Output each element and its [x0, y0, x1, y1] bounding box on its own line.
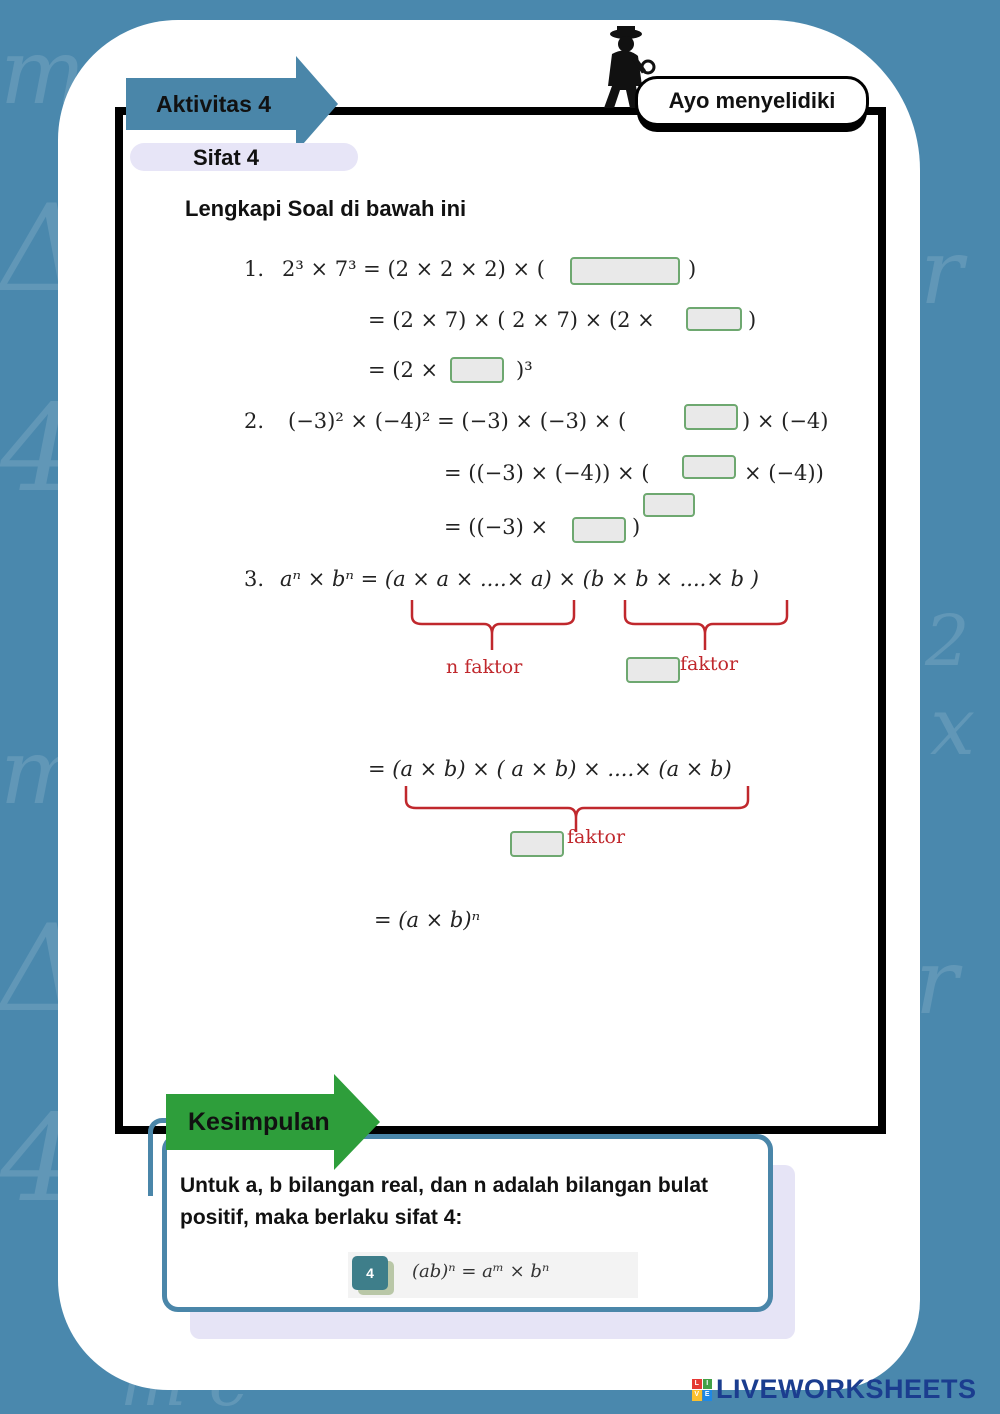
brace-bottom-label: faktor — [567, 826, 626, 848]
property-badge: 4 — [352, 1256, 388, 1290]
instruction-text: Lengkapi Soal di bawah ini — [185, 196, 467, 221]
problem-2-line-2: = ((−3) × (−4)) × ( — [444, 461, 650, 485]
problem-3-number: 3. — [244, 567, 265, 591]
problem-1-number: 1. — [244, 257, 265, 281]
brace-left-label: n faktor — [446, 656, 523, 678]
answer-field-1b[interactable] — [686, 307, 742, 331]
conclusion-arrow — [166, 1074, 380, 1170]
logo-text: LIVEWORKSHEETS — [716, 1374, 977, 1404]
problem-3-line-3: = (a × b)ⁿ — [374, 908, 481, 932]
logo-letter: V — [692, 1390, 702, 1401]
logo-letter: L — [692, 1379, 702, 1390]
background-glyph: Δ — [0, 180, 87, 319]
problem-3-line-2: = (a × b) × ( a × b) × ....× (a × b) — [368, 757, 732, 781]
problem-1-line-1-close: ) — [688, 257, 697, 281]
answer-field-3a[interactable] — [626, 657, 680, 683]
background-glyph: m — [0, 20, 86, 125]
background-glyph: Δ — [0, 900, 87, 1039]
conclusion-connector — [148, 1118, 168, 1196]
brace-left — [408, 598, 578, 654]
background-glyph: 4 — [0, 1090, 77, 1229]
background-glyph: 2 — [925, 600, 970, 682]
brace-right — [621, 598, 791, 654]
background-glyph: 4 — [0, 380, 77, 519]
problem-1-line-2-close: ) — [748, 308, 757, 332]
background-glyph: m — [0, 720, 86, 825]
problem-1-line-3-close: )³ — [516, 358, 533, 382]
problem-2-line-1: (−3)² × (−4)² = (−3) × (−3) × ( — [288, 409, 627, 433]
answer-field-1a[interactable] — [570, 257, 680, 285]
answer-field-2c[interactable] — [572, 517, 626, 543]
logo-letter: E — [703, 1390, 713, 1401]
property-pill: Sifat 4 — [130, 143, 358, 171]
brace-right-label: faktor — [680, 653, 739, 675]
investigate-tag: Ayo menyelidiki — [635, 76, 869, 126]
background-glyph: r — [915, 930, 959, 1035]
answer-field-2d-exponent[interactable] — [643, 493, 695, 517]
logo-grid-icon — [692, 1379, 712, 1401]
activity-arrow — [126, 56, 338, 152]
problem-1-line-2: = (2 × 7) × ( 2 × 7) × (2 × — [368, 308, 655, 332]
problem-2-line-2-close: × (−4)) — [744, 461, 824, 485]
liveworksheets-logo — [692, 1374, 977, 1405]
answer-field-3b[interactable] — [510, 831, 564, 857]
answer-field-1c[interactable] — [450, 357, 504, 383]
conclusion-title: Kesimpulan — [188, 1107, 330, 1136]
property-formula: (ab)ⁿ = aᵐ × bⁿ — [412, 1261, 550, 1282]
problem-3-line-1: aⁿ × bⁿ = (a × a × ....× a) × (b × b × ....× b ) — [280, 567, 759, 591]
problem-1-line-1: 2³ × 7³ = (2 × 2 × 2) × ( — [282, 257, 545, 281]
activity-label: Aktivitas 4 — [156, 90, 272, 117]
background-glyph: x — [930, 680, 976, 773]
answer-field-2b[interactable] — [682, 455, 736, 479]
conclusion-text: Untuk a, b bilangan real, dan n adalah bilangan bulat positif, maka berlaku sifat 4: — [180, 1174, 708, 1229]
problem-2-line-3-close: ) — [632, 515, 641, 539]
answer-field-2a[interactable] — [684, 404, 738, 430]
problem-1-line-3: = (2 × — [368, 358, 439, 382]
logo-letter: I — [703, 1379, 713, 1390]
problem-2-line-1-close: ) × (−4) — [742, 409, 829, 433]
problem-2-line-3: = ((−3) × — [444, 515, 549, 539]
problem-2-number: 2. — [244, 409, 265, 433]
background-glyph: r — [920, 220, 964, 325]
